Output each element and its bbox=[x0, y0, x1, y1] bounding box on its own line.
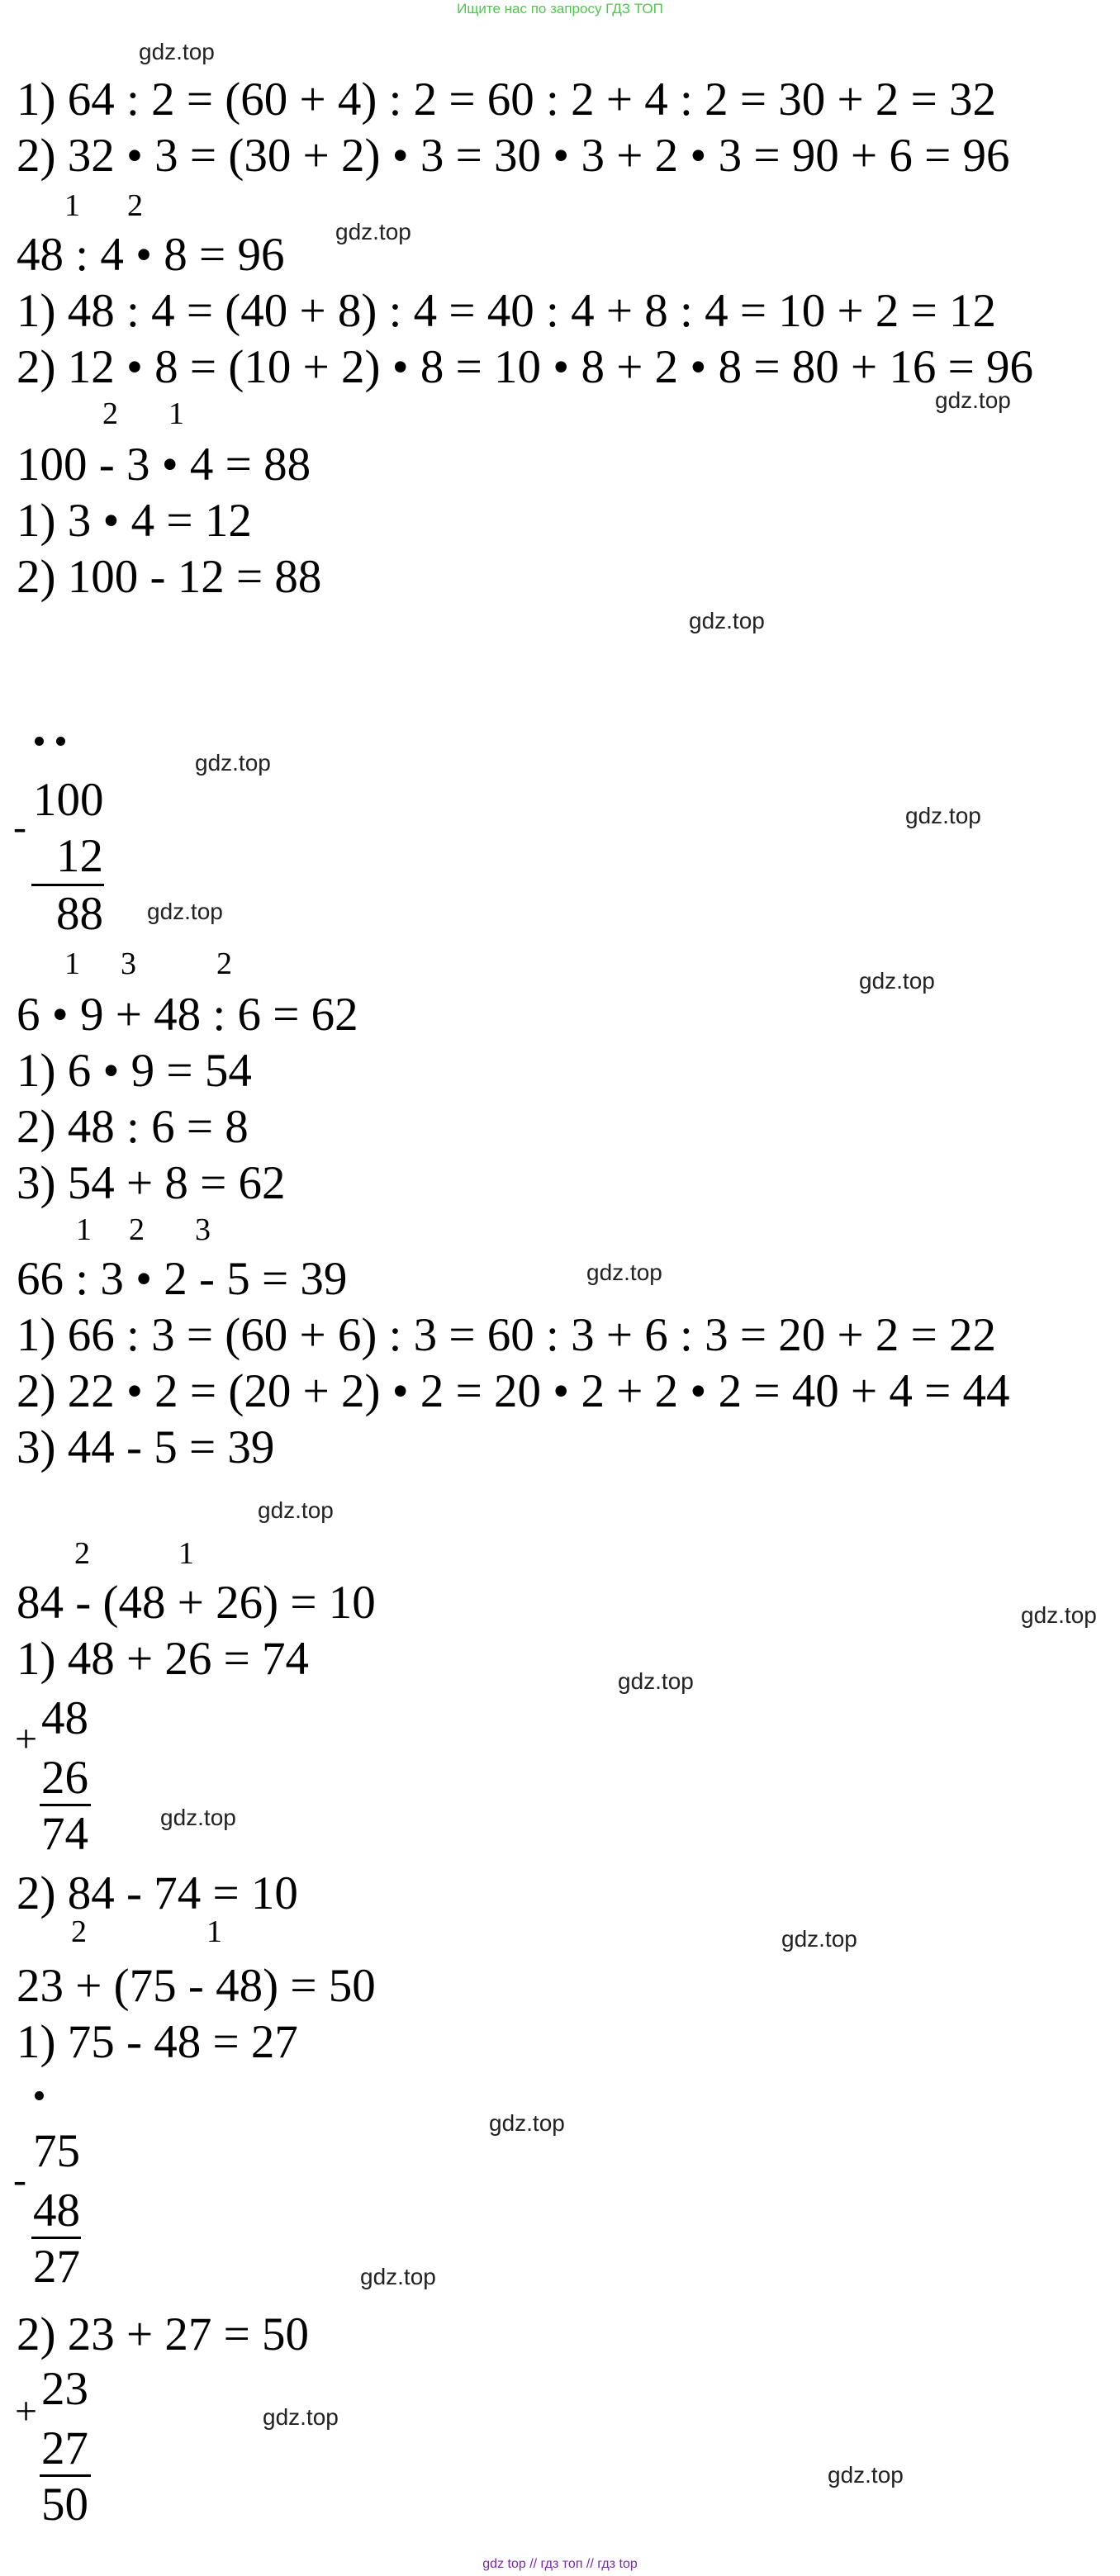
watermark: gdz.top bbox=[618, 1668, 694, 1694]
step-line: 2) 12 • 8 = (10 + 2) • 8 = 10 • 8 + 2 • 8 = 80 + 16 = 96 bbox=[17, 341, 1034, 393]
step-line: 1) 3 • 4 = 12 bbox=[17, 495, 252, 547]
order-index: 3 bbox=[121, 946, 136, 981]
column-operand: 75 bbox=[33, 2125, 80, 2177]
column-result: 27 bbox=[33, 2241, 80, 2293]
step-line: 3) 54 + 8 = 62 bbox=[17, 1157, 286, 1209]
step-line: 2) 23 + 27 = 50 bbox=[17, 2308, 310, 2360]
plus-sign: + bbox=[15, 1717, 38, 1761]
order-index: 2 bbox=[129, 1212, 145, 1247]
expression: 6 • 9 + 48 : 6 = 62 bbox=[17, 989, 358, 1041]
order-index: 1 bbox=[64, 188, 80, 223]
watermark: gdz.top bbox=[586, 1260, 662, 1285]
watermark: gdz.top bbox=[160, 1805, 236, 1830]
expression: 84 - (48 + 26) = 10 bbox=[17, 1577, 376, 1629]
order-index: 2 bbox=[216, 946, 232, 981]
watermark: gdz.top bbox=[859, 968, 935, 994]
order-index: 2 bbox=[71, 1914, 87, 1949]
column-bar bbox=[31, 2237, 81, 2239]
order-index: 1 bbox=[168, 396, 184, 431]
order-index: 1 bbox=[178, 1536, 194, 1571]
watermark: gdz.top bbox=[258, 1497, 334, 1523]
column-bar bbox=[40, 1804, 91, 1806]
step-line: 2) 22 • 2 = (20 + 2) • 2 = 20 • 2 + 2 • 2 = 40 + 4 = 44 bbox=[17, 1365, 1010, 1417]
step-line: 2) 32 • 3 = (30 + 2) • 3 = 30 • 3 + 2 • 3 = 90 + 6 = 96 bbox=[17, 130, 1010, 182]
footer-links[interactable]: gdz top // гдз топ // гдз top bbox=[482, 2557, 638, 2571]
step-line: 2) 84 - 74 = 10 bbox=[17, 1867, 298, 1919]
watermark: gdz.top bbox=[935, 387, 1011, 413]
watermark: gdz.top bbox=[147, 899, 223, 924]
minus-sign: - bbox=[13, 2158, 26, 2202]
step-line: 3) 44 - 5 = 39 bbox=[17, 1421, 275, 1473]
watermark: gdz.top bbox=[781, 1926, 857, 1952]
watermark: gdz.top bbox=[905, 803, 981, 828]
top-banner[interactable]: Ищите нас по запросу ГДЗ ТОП bbox=[457, 1, 663, 17]
column-operand: 23 bbox=[41, 2363, 88, 2415]
step-line: 1) 48 + 26 = 74 bbox=[17, 1633, 310, 1685]
watermark: gdz.top bbox=[828, 2462, 904, 2488]
column-operand: 48 bbox=[33, 2185, 80, 2237]
column-result: 50 bbox=[41, 2479, 88, 2531]
watermark: gdz.top bbox=[139, 39, 215, 64]
watermark: gdz.top bbox=[1021, 1602, 1097, 1628]
step-line: 1) 75 - 48 = 27 bbox=[17, 2016, 298, 2068]
order-index: 2 bbox=[127, 188, 143, 223]
order-index: 2 bbox=[102, 396, 118, 431]
expression: 66 : 3 • 2 - 5 = 39 bbox=[17, 1253, 348, 1305]
column-bar bbox=[40, 2474, 91, 2477]
step-line: 2) 48 : 6 = 8 bbox=[17, 1101, 249, 1153]
watermark: gdz.top bbox=[263, 2404, 339, 2430]
watermark: gdz.top bbox=[195, 750, 271, 776]
watermark: gdz.top bbox=[335, 219, 411, 244]
borrow-dot bbox=[35, 737, 44, 746]
column-operand: 100 bbox=[33, 774, 104, 826]
order-index: 2 bbox=[74, 1536, 90, 1571]
order-index: 3 bbox=[195, 1212, 211, 1247]
expression: 23 + (75 - 48) = 50 bbox=[17, 1960, 376, 2012]
plus-sign: + bbox=[15, 2389, 38, 2433]
expression: 48 : 4 • 8 = 96 bbox=[17, 229, 285, 281]
watermark: gdz.top bbox=[689, 608, 765, 633]
column-operand: 12 bbox=[56, 830, 103, 882]
step-line: 1) 66 : 3 = (60 + 6) : 3 = 60 : 3 + 6 : 3 = 20 + 2 = 22 bbox=[17, 1309, 997, 1361]
minus-sign: - bbox=[13, 805, 26, 849]
order-index: 1 bbox=[206, 1914, 222, 1949]
step-line: 2) 100 - 12 = 88 bbox=[17, 551, 322, 603]
borrow-dot bbox=[56, 737, 65, 746]
column-bar bbox=[31, 884, 104, 886]
column-operand: 27 bbox=[41, 2422, 88, 2474]
step-line: 1) 64 : 2 = (60 + 4) : 2 = 60 : 2 + 4 : 2 = 30 + 2 = 32 bbox=[17, 74, 997, 126]
order-index: 1 bbox=[76, 1212, 92, 1247]
watermark: gdz.top bbox=[489, 2110, 565, 2136]
borrow-dot bbox=[35, 2091, 44, 2100]
column-operand: 48 bbox=[41, 1692, 88, 1744]
order-index: 1 bbox=[64, 946, 80, 981]
step-line: 1) 6 • 9 = 54 bbox=[17, 1045, 252, 1097]
column-result: 74 bbox=[41, 1808, 88, 1860]
expression: 100 - 3 • 4 = 88 bbox=[17, 439, 311, 491]
column-operand: 26 bbox=[41, 1752, 88, 1804]
column-result: 88 bbox=[56, 888, 103, 940]
step-line: 1) 48 : 4 = (40 + 8) : 4 = 40 : 4 + 8 : 4 = 10 + 2 = 12 bbox=[17, 285, 997, 337]
watermark: gdz.top bbox=[360, 2264, 436, 2289]
